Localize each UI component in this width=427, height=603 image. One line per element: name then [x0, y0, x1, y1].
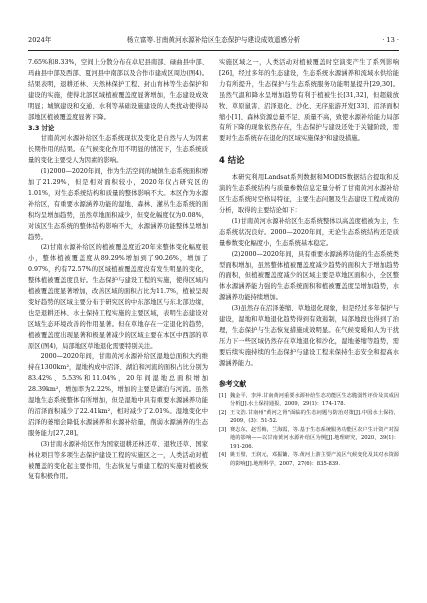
body-paragraph: 实施区域之一，人类活动对植被覆盖时空演变产生了系列影响[26]，经过多年的生态建设，生态系统水源涵养和流域水供给能力有所提升，生态保护与生态系统服务功能明显提升[29,30]。虽然气温和降水呈增加趋势有利于植被生长[31,32]，但超载放牧、草原鼠害、沼泽退化、沙化、无序旅游开发[33]、沼泽面积缩小[1]、森林资源总量不足、质量不高，致使水源补给能力局部有所下降的现象依然存在，生态保护与建设还处于关键阶段，需要对生态系统存在退化的区域实施保护和建设措施。: [219, 59, 399, 143]
body-paragraph: (2)2000—2020年间，具有重要水源涵养功能的生态系统类型面积增加，虽然整体植被覆盖度减少趋势的面积大于增加趋势的面积，但植被覆盖度减少的区域主要是草地区面积小，全区整体水源涵养能力强的生态系统面积和植被覆盖度呈增加趋势，水源涵养功能持续增加。: [219, 250, 399, 302]
reference-text: 魏金平，李萍.甘南黄河重要水源补给生态功能区生态脆弱性评价及其成因分析[J].水土保持通报，2009，29(1)：174-178.: [230, 392, 399, 408]
running-header: [28, 33, 399, 47]
reference-item: [219, 409, 399, 426]
body-paragraph: 本研究利用Landsat系列数据和MODIS数据结合提取和反演的生态系统结构与质量参数信息定量分析了甘南黄河水源补给区生态系统时空格局特征，主要生态问题及生态建设工程成效的分析，取得的主要结论如下：: [219, 174, 399, 214]
body-paragraph: 7.65%和8.33%，空间上分散分布在卓尼县南部、碌曲县中部、玛曲县中部及西部、夏河县中南部以及合作市建成区周边(图4)。结果表明，退耕还林、天然林保护工程、封山育林等生态保护和建设的实施，使得北部区域植被覆盖度显著增加，生态建设成效明显；城镇建设和交通、水利等基础设施建设的人类扰动使得局部地区植被覆盖度显著下降。: [28, 59, 208, 121]
reference-item: [219, 392, 399, 409]
reference-text: 赛志东，赵雪梅，兰海霞，等.基于生态系统服务功能区农户生计资产对湿地的影响——以甘南黄河水源补给区为例[J].地理研究，2020，39(1)：191-206.: [230, 426, 399, 450]
reference-item: [219, 451, 399, 468]
reference-number: [2]: [219, 409, 227, 416]
references-title: 参考文献: [219, 379, 247, 388]
body-paragraph: 甘南黄河水源补给区生态系统现状及变化是自然与人为因素长期作用的结果。在气候变化作用不明显的情况下，生态系统质量的变化主要受人为因素的影响。: [28, 135, 208, 165]
body-paragraph: 2000—2020年间，甘南黄河水源补给区湿地总面积大约维持在1300km²，湿地构成中沼泽、湖泊和河流的面积占比分别为83.42%、5.53%和11.04%，20年间湿地总面积增加28.39km²，增加率为2.22%，增加的主要是湖泊与河流。虽然湿地生态系统整体有所增加，但是湿地中具有重要水源涵养功能的沼泽面积减少了22.41km²，相对减少了2.01%。湿地变化中沼泽的萎缩会降低水源涵养和水源补给量，削弱水源涵养的生态服务能力[27,28]。: [28, 353, 208, 437]
body-paragraph: (3)虽然存在沼泽萎缩、草地退化现象，但是经过多年保护与建设，湿地和草地退化趋势得到有效遏制，局部地段也得到了治理，生态保护与生态恢复措施成效明显。在气候变暖和人为干扰压力下一些区域仍然存在草地退化和沙化，湿地萎缩等趋势，需要后续实施持续的生态保护与建设工程来保持生态安全和提高水源涵养能力。: [219, 305, 399, 367]
right-column: [219, 58, 399, 468]
reference-number: [3]: [219, 426, 227, 433]
left-column: [28, 58, 208, 483]
reference-number: [4]: [219, 452, 227, 459]
body-paragraph: (1)2000—2020年间，作为生活空间的城镇生态系统面积增加了21.29%，但是相对面积较小，2020年仅占研究区的1.01%，对生态系统结构和质量的整体影响不大。本区作为水源补给区，有重要水源涵养功能的湿地、森林、灌丛生态系统的面积均呈增加趋势，虽然草地面积减少，但变化幅度仅为0.08%，对该区生态系统的整体结构影响不大，水源涵养功能整体呈增加趋势。: [28, 168, 208, 241]
reference-item: [219, 426, 399, 452]
page-number: · 13 ·: [382, 36, 399, 44]
reference-number: [1]: [219, 392, 227, 399]
subsection-heading: 3.3 讨论: [28, 124, 55, 133]
section-heading: 4 结论: [219, 155, 245, 166]
body-paragraph: (1)甘南黄河水源补给区生态系统整体以高盖度植被为主，生态系统状况良好。2000—2020年间，无论生态系统结构还是质量参数变化幅度小，生态系统基本稳定。: [219, 217, 399, 247]
reference-text: 王文浩.甘南州"黄河之肾"面临的生态问题与防治对策[J].中国水土保持，2009，(3)：51-52.: [230, 409, 399, 425]
references-list: [219, 392, 399, 469]
body-paragraph: (3)甘南水源补给区作为国家退耕还林还草、退牧还草、国家林业项目等多项生态保护建设工程的实施区之一，人类活动对植被覆盖的变化起主要作用，生态恢复与重建工程的实施对植被恢复有积极作用。: [28, 440, 208, 481]
body-paragraph: (2)甘南水源补给区的植被覆盖度近20年来整体变化幅度很小，整体植被覆盖度从89.29%增加到了90.26%，增加了0.97%，约有72.57%的区域植被覆盖度没有发生明显的变化，整体植被覆盖度良好。生态保护与建设工程的实施，使得区域内植被覆盖度显著增加，改善区域的面积占比为11.7%，植被呈现变好趋势的区域主要分布于研究区的中东部地区与东北部边缘，也是退耕还林、水土保持工程实施的主要区域，表明生态建设对区域生态环境改善的作用显著。但在草地存在一定退化的趋势，植被覆盖度出现显著和极显著减少的区域主要在本区中西部的草原区(图4)，局部地区草地退化需要特别关注。: [28, 244, 208, 350]
right-column-body: [219, 58, 399, 370]
header-title: 杨立富等.甘南黄河水源补给区生态保护与建设成效遥感分析: [126, 36, 301, 44]
header-year: 2024年: [28, 36, 52, 44]
header-rule: [28, 50, 399, 51]
reference-text: 姚玉璧，王润元，邓振镛，等.黄河上游主要产流区气候变化及其对水资源的影响[J].地理科学，2007，27(6)：835-839.: [230, 452, 399, 467]
